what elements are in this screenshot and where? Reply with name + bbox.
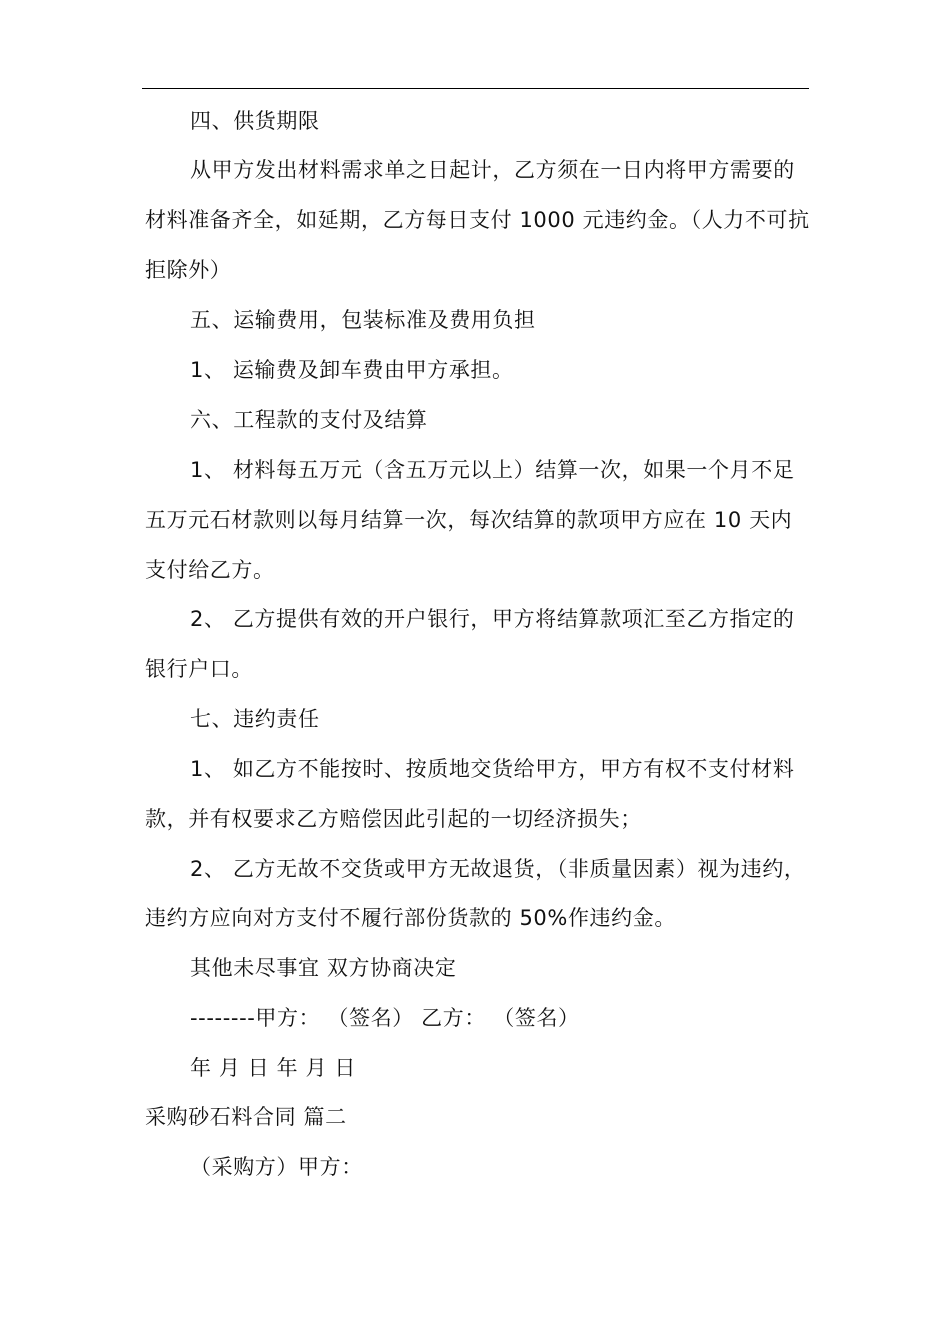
list-item: 1、 运输费及卸车费由甲方承担。 — [190, 358, 514, 382]
other-matters-line: 其他未尽事宜 双方协商决定 — [190, 956, 457, 980]
signature-line: --------甲方： （签名） 乙方： （签名） — [190, 1006, 580, 1030]
paragraph-line: 支付给乙方。 — [145, 558, 275, 582]
section-heading-supply-period: 四、供货期限 — [190, 109, 320, 133]
paragraph-line: 从甲方发出材料需求单之日起计，乙方须在一日内将甲方需要的 — [190, 158, 795, 182]
list-item: 1、 如乙方不能按时、按质地交货给甲方，甲方有权不支付材料 — [190, 757, 795, 781]
list-item: 2、 乙方无故不交货或甲方无故退货，（非质量因素）视为违约， — [190, 857, 806, 881]
paragraph-line: 材料准备齐全，如延期，乙方每日支付 1000 元违约金。（人力不可抗 — [145, 208, 810, 232]
section-heading-transport: 五、运输费用，包装标准及费用负担 — [190, 308, 536, 332]
list-item: 2、 乙方提供有效的开户银行，甲方将结算款项汇至乙方指定的 — [190, 607, 795, 631]
buyer-party-line: （采购方）甲方： — [190, 1155, 363, 1179]
paragraph-line: 银行户口。 — [145, 657, 253, 681]
contract-title: 采购砂石料合同 篇二 — [145, 1105, 347, 1129]
section-heading-breach: 七、违约责任 — [190, 707, 320, 731]
paragraph-line: 五万元石材款则以每月结算一次，每次结算的款项甲方应在 10 天内 — [145, 508, 793, 532]
header-rule — [142, 88, 809, 89]
date-line: 年 月 日 年 月 日 — [190, 1056, 356, 1080]
paragraph-line: 违约方应向对方支付不履行部份货款的 50%作违约金。 — [145, 906, 676, 930]
section-heading-payment: 六、工程款的支付及结算 — [190, 408, 428, 432]
list-item: 1、 材料每五万元（含五万元以上）结算一次，如果一个月不足 — [190, 458, 795, 482]
paragraph-line: 拒除外） — [145, 258, 232, 282]
paragraph-line: 款，并有权要求乙方赔偿因此引起的一切经济损失； — [145, 807, 642, 831]
